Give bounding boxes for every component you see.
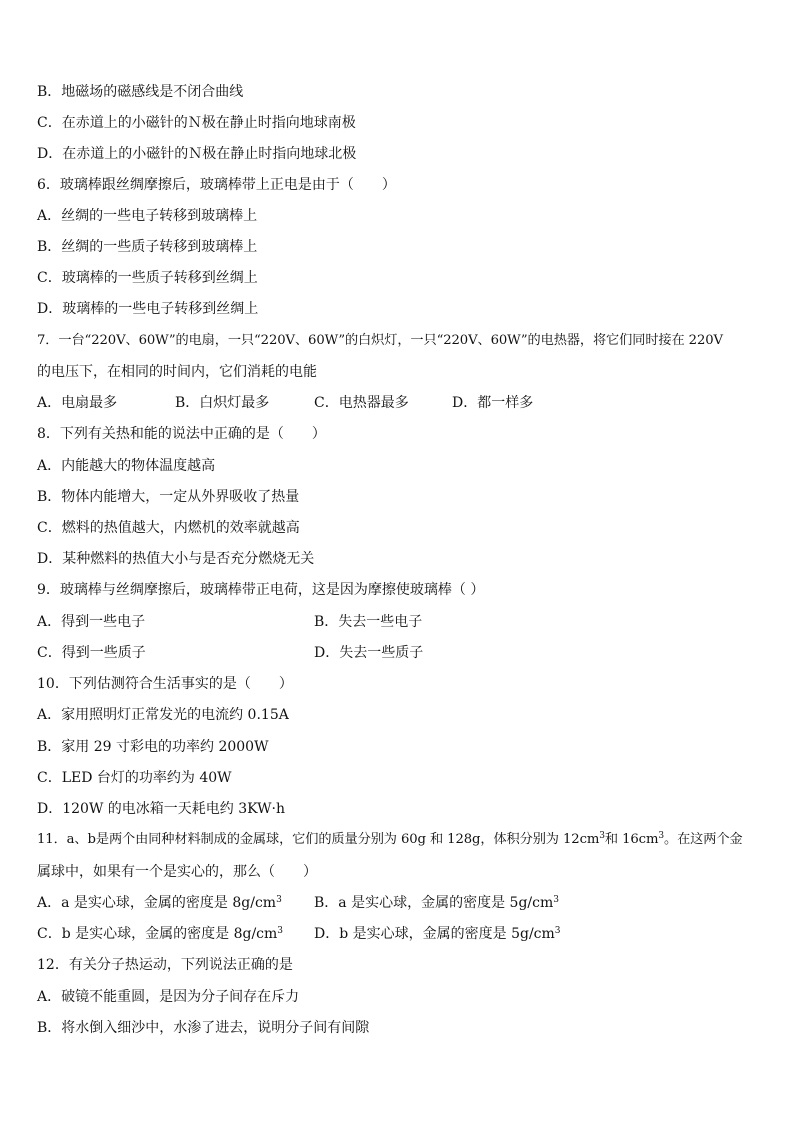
q9-option-c: C．得到一些质子 [37,645,146,661]
q7-option-c: C．电热器最多 [314,395,409,411]
q9-option-b: B．失去一些电子 [314,614,423,630]
q8-option-c: C．燃料的热值越大，内燃机的效率就越高 [37,520,300,536]
q9-options-row1 [37,611,758,633]
q11-options-row2 [37,923,758,945]
q9-options-row2 [37,642,758,664]
q11-stem-part-c: 。在这两个金 [664,832,743,847]
q12-option-b: B．将水倒入细沙中，水渗了进去，说明分子间有间隙 [37,1020,370,1036]
q11-option-b-sup: 3 [553,895,559,905]
q12-option-a: A．破镜不能重圆，是因为分子间存在斥力 [37,989,300,1005]
q11-option-b-text: B．a 是实心球，金属的密度是 5g/cm [314,895,554,911]
q6-option-b: B．丝绸的一些质子转移到玻璃棒上 [37,239,258,255]
q11-option-c-sup: 3 [277,926,284,936]
q9-stem: 9．玻璃棒与丝绸摩擦后，玻璃棒带正电荷，这是因为摩擦使玻璃棒（ ） [37,582,485,598]
q11-option-d [314,923,561,945]
q6-option-a: A．丝绸的一些电子转移到玻璃棒上 [37,208,258,224]
q6-stem: 6．玻璃棒跟丝绸摩擦后，玻璃棒带上正电是由于（ ） [37,177,396,193]
q7-stem-line2: 的电压下，在相同的时间内，它们消耗的电能 [37,364,317,380]
q11-option-a-sup: 3 [276,895,282,905]
q10-option-c: C．LED 台灯的功率约为 40W [37,770,232,786]
q11-stem-part-a: 11．a、b是两个由同种材料制成的金属球，它们的质量分别为 60g 和 128g，体积分别为 12cm [37,832,600,847]
q6-option-d: D．玻璃棒的一些电子转移到丝绸上 [37,301,259,317]
q7-options-row [37,392,758,414]
q11-options-row1 [37,892,758,914]
q11-option-a [37,892,282,914]
q11-option-c [37,923,283,945]
q9-option-d: D．失去一些质子 [314,645,424,661]
q11-option-d-sup: 3 [554,926,561,936]
q11-stem-line1 [37,829,758,851]
q8-option-d: D．某种燃料的热值大小与是否充分燃烧无关 [37,551,315,567]
q7-option-b: B．白炽灯最多 [175,395,270,411]
q11-sup-2: 3 [658,831,664,841]
q12-stem: 12．有关分子热运动，下列说法正确的是 [37,957,293,973]
q8-stem: 8．下列有关热和能的说法中正确的是（ ） [37,426,326,442]
q7-option-d: D．都一样多 [452,395,534,411]
q11-option-d-text: D．b 是实心球，金属的密度是 5g/cm [314,926,555,942]
q7-stem-line1: 7．一台“220V、60W”的电扇，一只“220V、60W”的白炽灯，一只“220V、60W”的电热器，将它们同时接在 220V [37,333,723,348]
q11-sup-1: 3 [599,831,605,841]
q5-option-d: D．在赤道上的小磁针的Ｎ极在静止时指向地球北极 [37,146,357,162]
q8-option-b: B．物体内能增大，一定从外界吸收了热量 [37,489,300,505]
q11-stem-line2: 属球中，如果有一个是实心的，那么（ ） [37,864,317,880]
q9-option-a: A．得到一些电子 [37,614,146,630]
q10-option-a: A．家用照明灯正常发光的电流约 0.15A [37,707,289,723]
q11-option-b [314,892,559,914]
q11-stem-part-b: 和 16cm [604,832,659,847]
q5-option-b: B．地磁场的磁感线是不闭合曲线 [37,84,244,100]
q8-option-a: A．内能越大的物体温度越高 [37,458,216,474]
q10-option-d: D．120W 的电冰箱一天耗电约 3KW·h [37,801,285,817]
q5-option-c: C．在赤道上的小磁针的Ｎ极在静止时指向地球南极 [37,115,356,131]
q10-stem: 10．下列估测符合生活事实的是（ ） [37,676,293,692]
q11-option-c-text: C．b 是实心球，金属的密度是 8g/cm [37,926,278,942]
q7-option-a: A．电扇最多 [37,395,118,411]
q10-option-b: B．家用 29 寸彩电的功率约 2000W [37,739,269,755]
q11-option-a-text: A．a 是实心球，金属的密度是 8g/cm [37,895,277,911]
q6-option-c: C．玻璃棒的一些质子转移到丝绸上 [37,270,258,286]
